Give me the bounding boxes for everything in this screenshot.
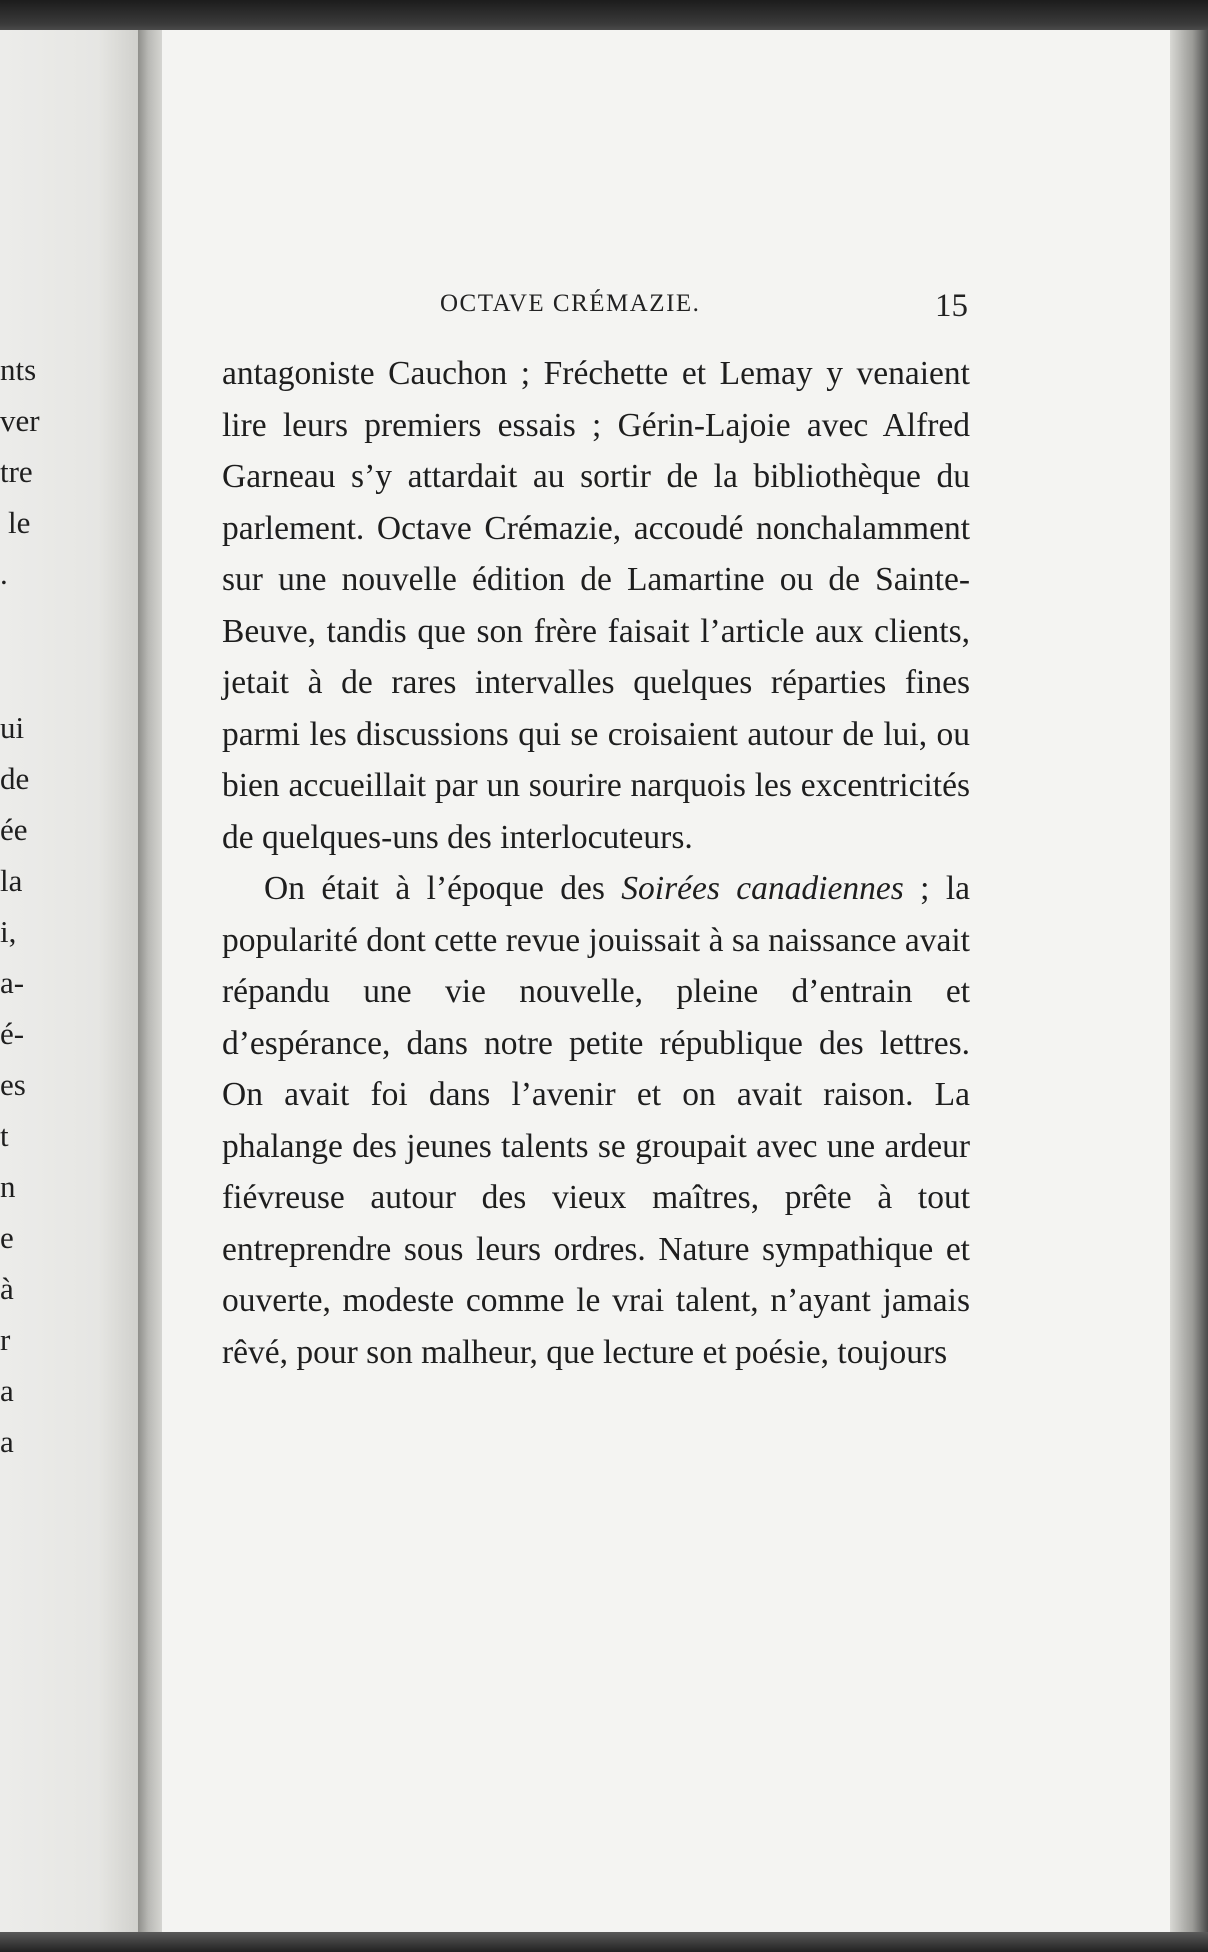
journal-title: Soirées canadiennes — [621, 870, 904, 907]
left-page-fragment: . — [0, 556, 8, 591]
left-page-fragment: i, — [0, 914, 17, 949]
left-page-fragment: a — [0, 1373, 14, 1408]
left-page-fragment: a — [0, 1424, 14, 1459]
running-head: OCTAVE CRÉMAZIE. — [440, 290, 701, 317]
scan-top-edge — [0, 0, 1208, 34]
left-page-fragment: ui — [0, 710, 25, 745]
left-page-fragment: e — [0, 1220, 14, 1255]
left-page-edge — [0, 30, 140, 1932]
left-page-fragment: ée — [0, 812, 28, 847]
page-number: 15 — [935, 288, 968, 324]
left-page-fragment: ver — [0, 403, 40, 438]
paragraph: antagoniste Cauchon ; Fréchette et Lemay y venaient lire leurs premiers essais ; Gérin-Lajoie avec Alfred Garneau s’y attardait au sortir de la bibliothèque du parlement. Octave Crémazie, accoudé nonchalamment sur une nouvelle édition de Lamartine ou de Sainte-Beuve, tandis que son frère faisait l’article aux clients, jetait à de rares intervalles quelques réparties fines parmi les discussions qui se croisaient autour de lui, ou bien accueillait par un sourire narquois les excentricités de quelques-uns des interlocuteurs. — [222, 355, 970, 856]
paragraph — [222, 863, 970, 1378]
left-page-fragment: es — [0, 1067, 26, 1102]
text-run: On était à l’époque des — [264, 870, 622, 907]
left-page-fragment: a- — [0, 965, 25, 1000]
left-page-fragment: t — [0, 1118, 9, 1153]
left-page-fragment: é- — [0, 1016, 25, 1051]
text-run: ; la popularité dont cette revue jouissait à sa naissance avait répandu une vie nouvelle, pleine d’entrain et d’espérance, dans notre petite république des lettres. On avait foi dans l’avenir et on avait raison. La phalange des jeunes talents se groupait avec une ardeur fiévreuse autour des vieux maîtres, prête à tout entreprendre sous leurs ordres. Nature sympathique et ouverte, modeste comme le vrai talent, n’ayant jamais rêvé, pour son malheur, que lecture et poésie, toujours — [222, 870, 971, 1371]
page-right-edge — [1170, 30, 1208, 1932]
book-gutter — [138, 30, 164, 1932]
scan-bottom-edge — [0, 1932, 1208, 1952]
left-page-fragment: le — [8, 505, 31, 540]
left-page-fragment: nts — [0, 352, 37, 387]
body-text — [222, 348, 970, 1378]
left-page-fragment: à — [0, 1271, 14, 1306]
left-page-fragment: de — [0, 761, 30, 796]
left-page-fragment: la — [0, 863, 23, 898]
left-page-fragment: r — [0, 1322, 11, 1357]
left-page-fragment: tre — [0, 454, 33, 489]
left-page-fragment: n — [0, 1169, 16, 1204]
